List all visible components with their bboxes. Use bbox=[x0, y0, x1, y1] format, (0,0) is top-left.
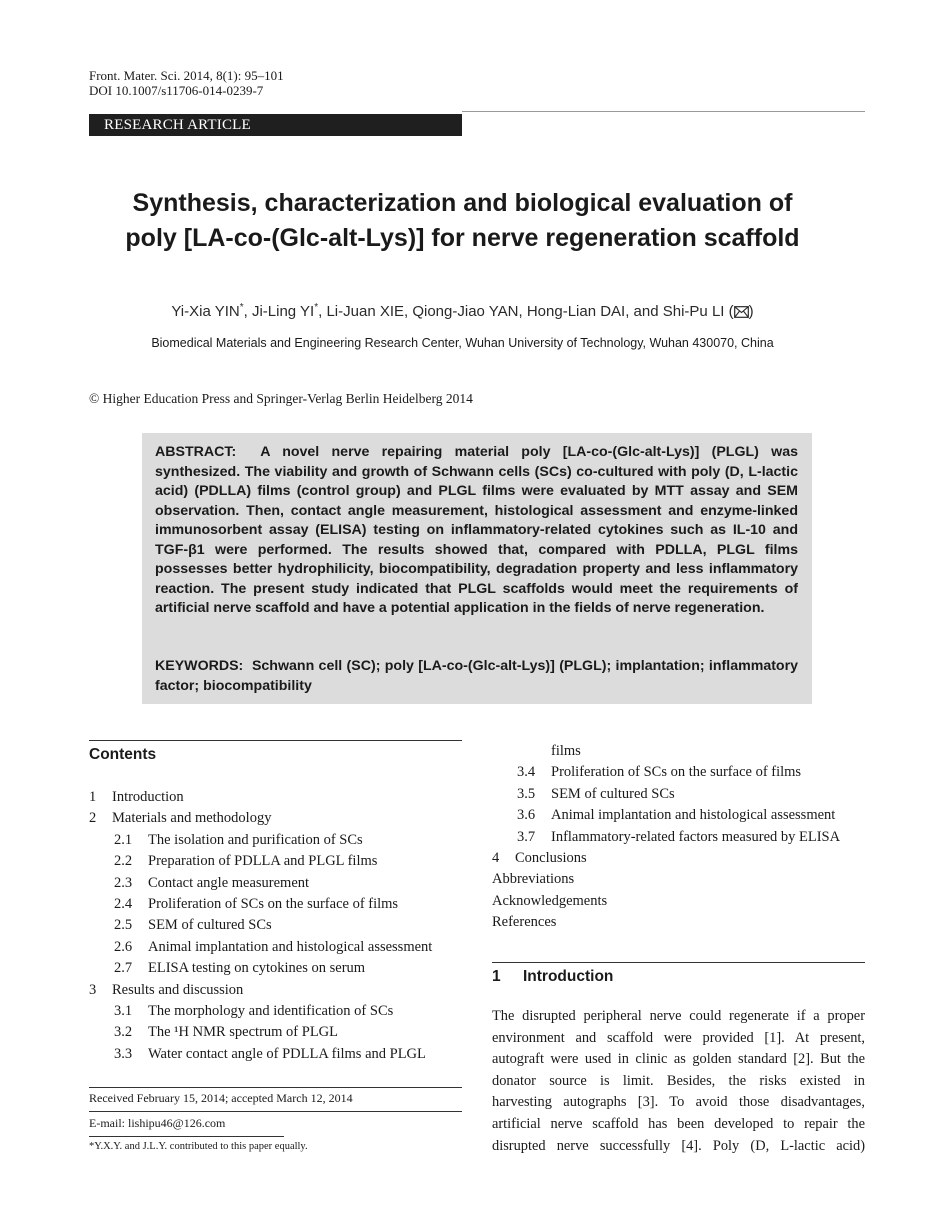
toc-entry[interactable] bbox=[89, 937, 462, 958]
toc-entry[interactable] bbox=[492, 741, 867, 762]
toc-label: Introduction bbox=[112, 789, 184, 805]
keywords bbox=[155, 657, 798, 696]
toc-entry[interactable] bbox=[89, 873, 462, 894]
toc-number: 3.2 bbox=[114, 1024, 133, 1041]
section-heading-introduction bbox=[492, 967, 613, 987]
section-rule bbox=[492, 962, 865, 963]
author-text: ) bbox=[748, 303, 754, 320]
toc-number: 2.2 bbox=[114, 853, 133, 870]
affiliation: Biomedical Materials and Engineering Research Center, Wuhan University of Technology, Wuhan 430070, China bbox=[151, 336, 774, 350]
toc-label: Proliferation of SCs on the surface of films bbox=[551, 764, 802, 781]
body-text-line: disrupted nerve successfully [4]. Poly (D, L-lactic acid) bbox=[492, 1137, 865, 1154]
toc-entry[interactable] bbox=[89, 980, 462, 1001]
abstract bbox=[155, 443, 798, 619]
body-text-line: donator source is limit. Besides, the risks existed in bbox=[492, 1072, 865, 1089]
body-text-line: autograft were used in clinic as golden standard [2]. But the bbox=[492, 1051, 865, 1068]
section-number: 1 bbox=[492, 968, 501, 985]
toc-entry[interactable] bbox=[492, 912, 867, 933]
toc-number: 3.3 bbox=[114, 1045, 133, 1062]
title-line-2: poly [LA-co-(Glc-alt-Lys)] for nerve regeneration scaffold bbox=[125, 224, 800, 252]
toc-label: Conclusions bbox=[515, 850, 587, 867]
toc-number: 2.1 bbox=[114, 831, 133, 848]
introduction-body bbox=[492, 1006, 865, 1157]
toc-entry[interactable] bbox=[89, 1044, 462, 1065]
toc-number: 2.3 bbox=[114, 874, 133, 891]
header-rule bbox=[462, 111, 865, 112]
copyright: © Higher Education Press and Springer-Verlag Berlin Heidelberg 2014 bbox=[89, 391, 473, 406]
toc-label: Materials and methodology bbox=[112, 810, 272, 827]
toc-label: Preparation of PDLLA and PLGL films bbox=[148, 853, 378, 870]
toc-entry[interactable] bbox=[89, 1001, 462, 1022]
toc-entry[interactable] bbox=[89, 787, 462, 808]
toc-number: 3.6 bbox=[517, 807, 536, 824]
toc-label: Proliferation of SCs on the surface of films bbox=[148, 896, 399, 913]
abstract-label: ABSTRACT: bbox=[155, 444, 237, 460]
toc-entry[interactable] bbox=[89, 915, 462, 936]
toc-label: The ¹H NMR spectrum of PLGL bbox=[148, 1024, 339, 1041]
received-dates: Received February 15, 2014; accepted March 12, 2014 bbox=[89, 1091, 353, 1105]
toc-label: films bbox=[551, 743, 581, 759]
toc-entry[interactable] bbox=[89, 958, 462, 979]
author-list bbox=[60, 298, 865, 324]
toc-entry[interactable] bbox=[492, 869, 867, 890]
toc-label: Animal implantation and histological assessment bbox=[148, 938, 433, 955]
toc-number: 2.7 bbox=[114, 960, 133, 977]
toc-entry[interactable] bbox=[89, 808, 462, 829]
title-line-1: Synthesis, characterization and biological evaluation of bbox=[132, 189, 793, 217]
toc-label: Results and discussion bbox=[112, 981, 244, 998]
toc-label: ELISA testing on cytokines on serum bbox=[148, 960, 366, 977]
footnote-rule bbox=[89, 1111, 462, 1112]
toc-number: 2.6 bbox=[114, 938, 133, 955]
journal-citation: Front. Mater. Sci. 2014, 8(1): 95–101 bbox=[89, 68, 284, 83]
body-text-line: environment and scaffold were provided [1]. At present, bbox=[492, 1029, 865, 1046]
toc-number: 3.4 bbox=[517, 764, 536, 781]
body-text-line: harvesting autographs [3]. To avoid those disadvantages, bbox=[492, 1094, 865, 1111]
keywords-body: Schwann cell (SC); poly [LA-co-(Glc-alt-Lys)] (PLGL); implantation; inflammatory factor; biocompatibility bbox=[155, 658, 799, 694]
toc-entry[interactable] bbox=[89, 830, 462, 851]
toc-label: Contact angle measurement bbox=[148, 874, 310, 891]
toc-label: Water contact angle of PDLLA films and PLGL bbox=[148, 1045, 426, 1062]
toc-label: SEM of cultured SCs bbox=[551, 785, 675, 802]
contents-rule bbox=[89, 740, 462, 741]
author-text: Yi-Xia YIN bbox=[171, 303, 240, 320]
equal-contribution-mark: * bbox=[239, 302, 244, 313]
toc-entry[interactable] bbox=[89, 851, 462, 872]
paper-title bbox=[60, 186, 865, 256]
toc-label: References bbox=[492, 914, 557, 931]
article-type-banner: RESEARCH ARTICLE bbox=[89, 114, 462, 136]
envelope-icon[interactable] bbox=[734, 304, 749, 324]
toc-entry[interactable] bbox=[492, 827, 867, 848]
toc-number: 2.4 bbox=[114, 896, 133, 913]
toc-column-left bbox=[89, 787, 462, 1065]
toc-entry[interactable] bbox=[89, 894, 462, 915]
author-text: , Li-Juan XIE, Qiong-Jiao YAN, Hong-Lian DAI, and Shi-Pu LI ( bbox=[318, 303, 734, 320]
section-title: Introduction bbox=[523, 968, 614, 985]
toc-label: SEM of cultured SCs bbox=[148, 917, 272, 934]
toc-label: The isolation and purification of SCs bbox=[148, 831, 363, 848]
toc-entry[interactable] bbox=[492, 891, 867, 912]
equal-contribution-note: *Y.X.Y. and J.L.Y. contributed to this paper equally. bbox=[89, 1141, 308, 1152]
toc-number: 3.1 bbox=[114, 1003, 133, 1020]
abstract-body: A novel nerve repairing material poly [LA-co-(Glc-alt-Lys)] (PLGL) was synthesized. The viability and growth of Schwann cells (SCs) co-cultured with poly (D, L-lactic acid) (PDLLA) films (control group) and PLGL films were evaluated by MTT assay and SEM observation. Then, contact angle measurement, histological assessment and enzyme-linked immunosorbent assay (ELISA) testing on inflammatory-related cytokines such as IL-10 and TGF-β1 were performed. The results showed that, compared with PDLLA, PLGL films possesses better hydrophilicity, biocompatibility, degradation property and less inflammatory reaction. The present study indicated that PLGL scaffolds would meet the requirements of artificial nerve scaffold and have a potential application in the fields of nerve regeneration. bbox=[155, 444, 798, 616]
doi: DOI 10.1007/s11706-014-0239-7 bbox=[89, 83, 264, 98]
toc-number: 3.7 bbox=[517, 828, 536, 845]
toc-label: Animal implantation and histological assessment bbox=[551, 807, 836, 824]
toc-number: 1 bbox=[89, 789, 97, 805]
contents-heading: Contents bbox=[89, 746, 157, 763]
author-text: , Ji-Ling YI bbox=[243, 303, 315, 320]
toc-entry[interactable] bbox=[492, 762, 867, 783]
toc-number: 2 bbox=[89, 810, 97, 827]
corresponding-email[interactable]: E-mail: lishipu46@126.com bbox=[89, 1116, 226, 1130]
toc-entry[interactable] bbox=[89, 1022, 462, 1043]
footnote-rule bbox=[89, 1087, 462, 1088]
body-text-line: artificial nerve scaffold has been developed to repair the bbox=[492, 1115, 865, 1132]
toc-entry[interactable] bbox=[492, 805, 867, 826]
toc-label: Acknowledgements bbox=[492, 892, 608, 909]
body-text-line: The disrupted peripheral nerve could regenerate if a proper bbox=[492, 1008, 865, 1024]
keywords-label: KEYWORDS: bbox=[155, 658, 244, 674]
toc-column-right bbox=[492, 741, 867, 934]
toc-number: 3 bbox=[89, 981, 97, 998]
equal-contribution-mark: * bbox=[314, 302, 319, 313]
footnote-rule bbox=[89, 1136, 284, 1137]
toc-label: The morphology and identification of SCs bbox=[148, 1003, 394, 1020]
toc-number: 2.5 bbox=[114, 917, 133, 934]
toc-entry[interactable] bbox=[492, 784, 867, 805]
toc-label: Abbreviations bbox=[492, 871, 575, 888]
toc-label: Inflammatory-related factors measured by ELISA bbox=[551, 828, 841, 845]
toc-number: 3.5 bbox=[517, 785, 536, 802]
toc-entry[interactable] bbox=[492, 848, 867, 869]
toc-number: 4 bbox=[492, 850, 500, 867]
